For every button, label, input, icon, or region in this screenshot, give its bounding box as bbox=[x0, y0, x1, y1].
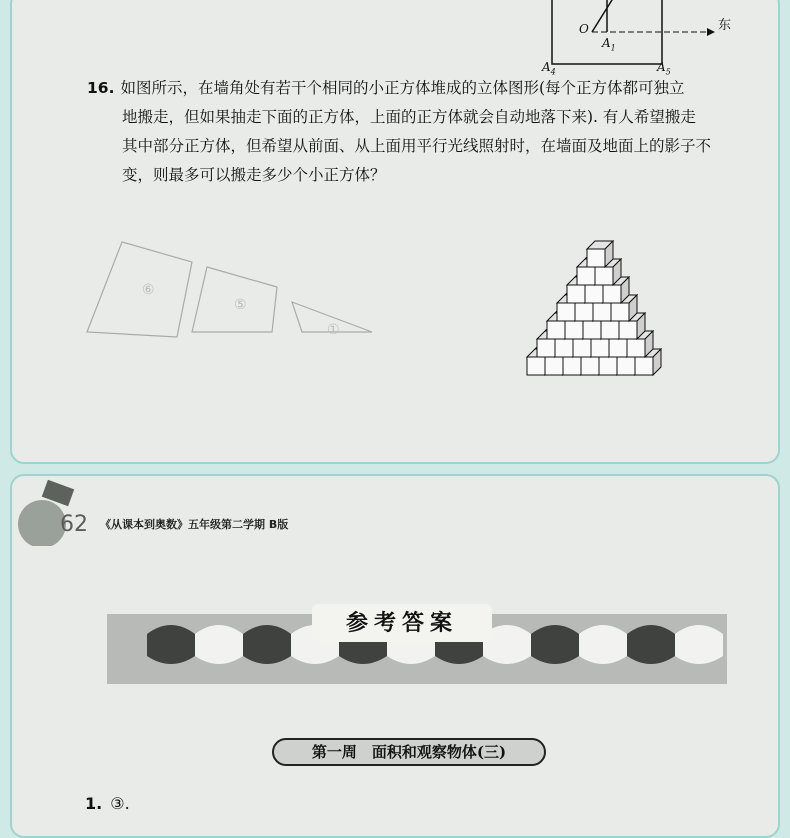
problem-16 bbox=[87, 74, 737, 190]
shape-6 bbox=[87, 242, 192, 337]
problem-number: 16. bbox=[87, 79, 115, 97]
east-label: 东 bbox=[718, 18, 732, 33]
diagonal-line bbox=[592, 0, 617, 32]
shape-label-5: ⑤ bbox=[234, 297, 247, 313]
top-page bbox=[10, 0, 780, 464]
week-title: 第一周 面积和观察物体(三) bbox=[272, 738, 546, 766]
axis-diagram bbox=[532, 0, 732, 82]
problem-line-1: 16. 如图所示，在墙角处有若干个相同的小正方体堆成的立体图形(每个正方体都可独立 bbox=[87, 79, 685, 97]
avatar-circle bbox=[18, 500, 66, 546]
banner-tile-8 bbox=[531, 625, 579, 664]
a4-label: $A_4$ bbox=[542, 60, 556, 77]
banner-tile-11 bbox=[675, 625, 723, 664]
banner-tile-0 bbox=[147, 625, 195, 664]
banner-tile-10 bbox=[627, 625, 675, 664]
banner-tile-9 bbox=[579, 625, 627, 664]
answer-1 bbox=[85, 794, 130, 813]
puzzle-shapes bbox=[82, 237, 402, 347]
banner-tile-2 bbox=[243, 625, 291, 664]
problem-line-2: 地搬走，但如果抽走下面的正方体，上面的正方体就会自动地落下来). 有人希望搬走 bbox=[122, 108, 696, 126]
a5-label: $A_5$ bbox=[657, 60, 671, 77]
cube-stack-figure bbox=[517, 202, 722, 382]
book-title: 《从课本到奥数》五年级第二学期 B版 bbox=[100, 518, 289, 531]
section-title: 参考答案 bbox=[312, 604, 492, 642]
east-arrow bbox=[707, 28, 715, 36]
shape-label-1: ① bbox=[327, 322, 340, 338]
banner-tile-1 bbox=[195, 625, 243, 664]
page-number: 62 bbox=[60, 512, 88, 537]
a1-label: $A_1$ bbox=[602, 36, 616, 53]
cube-83 bbox=[587, 241, 613, 267]
shape-label-6: ⑥ bbox=[142, 282, 155, 298]
problem-line-3: 其中部分正方体，但希望从前面、从上面用平行光线照射时，在墙面及地面上的影子不 bbox=[122, 137, 712, 155]
problem-line-4: 变，则最多可以搬走多少个小正方体？ bbox=[122, 166, 386, 184]
origin-label: O bbox=[579, 22, 589, 36]
bottom-page bbox=[10, 474, 780, 838]
answer-1-value: ③. bbox=[110, 794, 130, 813]
answer-1-number: 1. bbox=[85, 794, 103, 813]
